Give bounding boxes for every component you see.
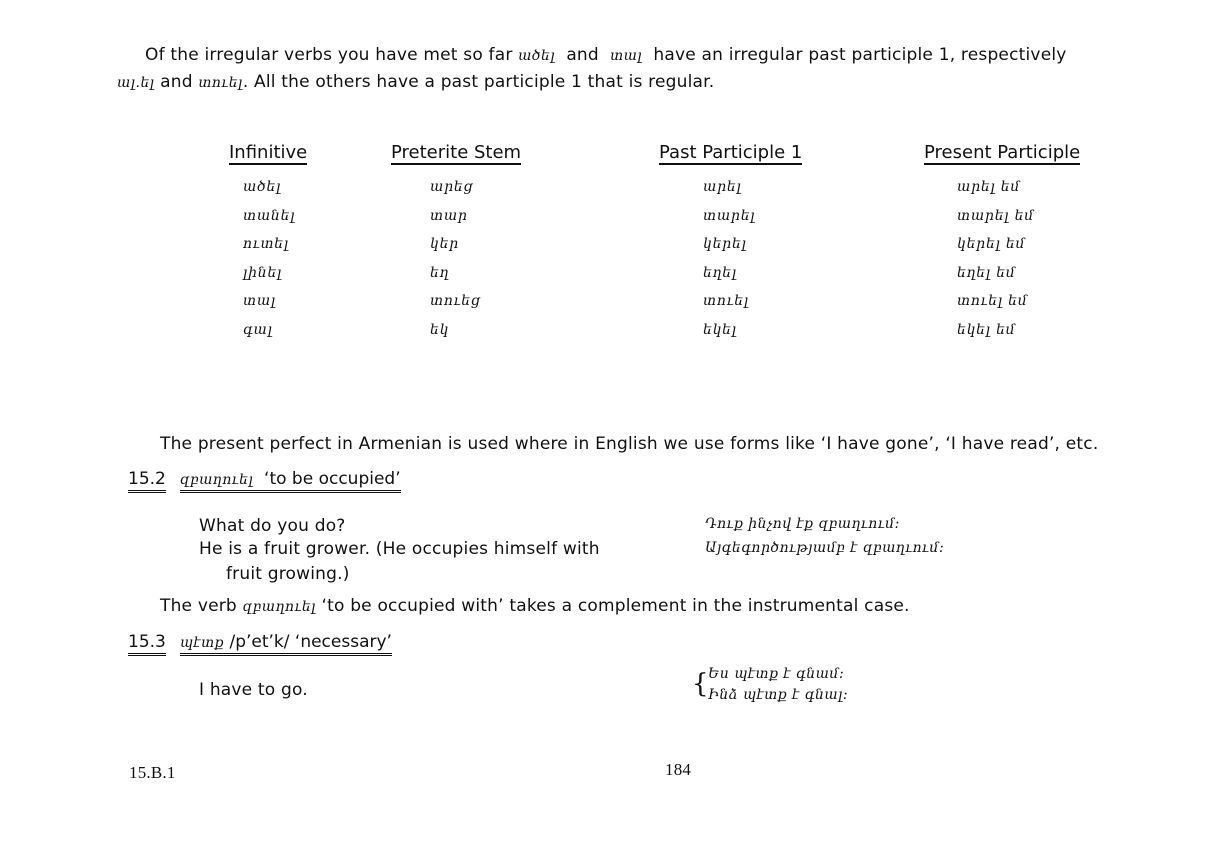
section-title: զբաղուել ‘to be occupied’ xyxy=(180,469,401,493)
table-cell: տարել եմ xyxy=(957,207,1035,224)
table-cell: եկել xyxy=(703,321,737,338)
intro-line-1: Of the irregular verbs you have met so far ածել and տալ have an irregular past participle 1, respectively xyxy=(145,45,1067,65)
answer-english-line-2: fruit growing.) xyxy=(226,564,350,584)
intro-line-2: ալ.ել and տուել. All the others have a past participle 1 that is regular. xyxy=(117,72,715,92)
table-cell: կերել եմ xyxy=(957,236,1026,252)
table-cell: եղ xyxy=(430,264,450,281)
table-cell: տալ xyxy=(243,293,276,309)
question-armenian: Դուք ինչով էք զբաղւում։ xyxy=(705,516,900,532)
column-past-participle xyxy=(703,176,755,347)
table-cell: տուել եմ xyxy=(957,293,1028,309)
armenian-word: զբաղուել xyxy=(179,472,254,488)
table-cell: լինել xyxy=(243,264,283,281)
example-armenian-2: Ինձ պէտք է գնալ։ xyxy=(708,687,849,703)
armenian-word: պէտք xyxy=(179,635,225,651)
section-number: 15.2 xyxy=(128,469,166,493)
column-infinitive xyxy=(243,176,295,347)
section-15-3-heading xyxy=(128,632,392,652)
table-cell: ուտել xyxy=(243,236,289,252)
header-present-participle: Present Participle xyxy=(924,142,1081,163)
example-armenian-1: Ես պէտք է գնամ։ xyxy=(708,666,845,682)
armenian-word: տալ xyxy=(610,48,643,64)
table-cell: արել եմ xyxy=(957,179,1021,195)
section-number: 15.3 xyxy=(128,632,166,656)
table-cell: տուեց xyxy=(430,293,481,309)
table-cell: գալ xyxy=(243,321,273,338)
table-cell: եկել եմ xyxy=(957,321,1016,338)
table-cell: տանել xyxy=(243,207,296,224)
header-preterite-stem: Preterite Stem xyxy=(391,142,522,163)
table-cell: տուել xyxy=(703,293,749,309)
armenian-word: զբաղուել xyxy=(242,599,316,615)
section-reference: 15.B.1 xyxy=(129,763,176,782)
table-cell: տարել xyxy=(703,207,756,224)
header-infinitive: Infinitive xyxy=(229,142,308,163)
table-cell: կեր xyxy=(430,236,459,252)
page-number: 184 xyxy=(665,760,692,779)
brace: { xyxy=(692,669,709,699)
armenian-word: ալ.ել xyxy=(117,75,155,91)
armenian-word: տուել xyxy=(198,75,243,91)
table-cell: կերել xyxy=(703,236,747,252)
answer-armenian: Այգեգործությամբ է զբաղւում։ xyxy=(705,540,945,556)
table-cell: արեց xyxy=(430,179,474,195)
column-preterite-stem xyxy=(430,176,481,347)
armenian-word: ածել xyxy=(518,48,556,64)
table-cell: արել xyxy=(703,179,742,195)
verb-note: The verb զբաղուել ‘to be occupied with’ takes a complement in the instrumental case. xyxy=(160,596,910,616)
example-english: I have to go. xyxy=(199,680,308,700)
table-cell: եկ xyxy=(430,321,450,338)
present-perfect-note: The present perfect in Armenian is used where in English we use forms like ‘I have gone’, ‘I have read’, etc. xyxy=(160,434,1099,454)
question-english: What do you do? xyxy=(199,516,346,536)
column-present-participle xyxy=(957,176,1034,347)
answer-english-line-1: He is a fruit grower. (He occupies himself with xyxy=(199,539,600,559)
table-cell: եղել եմ xyxy=(957,264,1016,281)
header-past-participle: Past Participle 1 xyxy=(659,142,803,163)
section-15-2-heading xyxy=(128,469,401,489)
table-cell: ածել xyxy=(243,179,282,195)
table-cell: եղել xyxy=(703,264,737,281)
section-title: պէտք /p’et’k/ ‘necessary’ xyxy=(180,632,392,656)
table-cell: տար xyxy=(430,207,468,224)
